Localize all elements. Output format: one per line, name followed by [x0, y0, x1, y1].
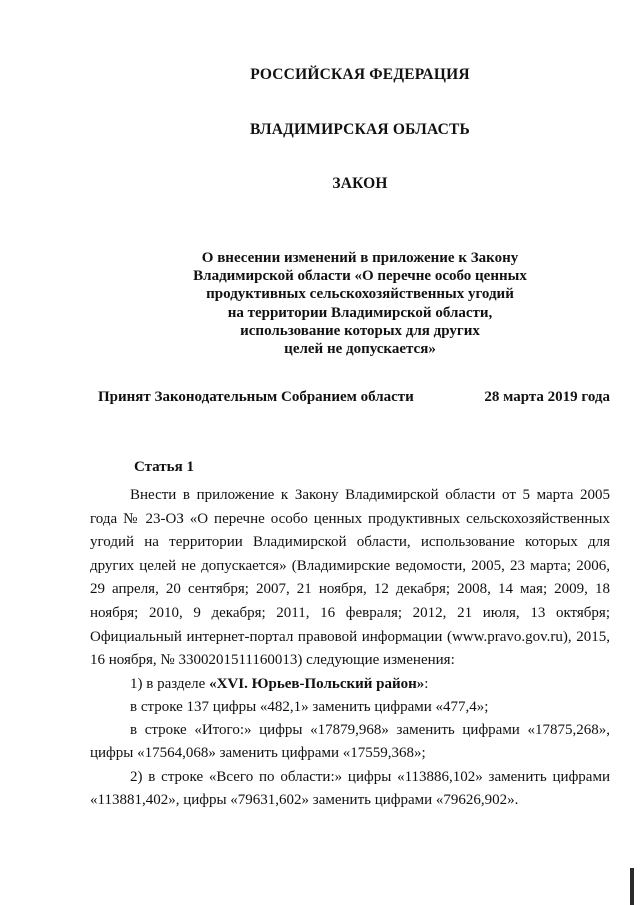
title-line: на территории Владимирской области, — [227, 304, 493, 321]
article-line-137: в строке 137 цифры «482,1» заменить цифрами «477,4»; — [130, 698, 489, 715]
scan-edge-mark — [630, 868, 634, 905]
law-title — [150, 249, 570, 358]
item1-prefix: 1) в разделе — [130, 675, 210, 692]
adoption-label: Принят Законодательным Собранием области — [98, 389, 414, 405]
article-item-2: 2) в строке «Всего по области:» цифры «113886,102» заменить цифрами «113881,402», цифры «79631,602» заменить цифрами «79626,902». — [90, 768, 610, 808]
title-line: использование которых для других — [240, 322, 480, 339]
article-label: Статья 1 — [134, 459, 194, 475]
adoption-line — [98, 389, 610, 406]
title-line: продуктивных сельскохозяйственных угодий — [206, 286, 514, 303]
adoption-date: 28 марта 2019 года — [484, 389, 610, 405]
item1-section: «XVI. Юрьев-Польский район» — [209, 675, 425, 692]
title-line: О внесении изменений в приложение к Закону — [201, 250, 519, 266]
item1-suffix: : — [424, 675, 429, 692]
article-item-1 — [90, 673, 610, 696]
header-region: ВЛАДИМИРСКАЯ ОБЛАСТЬ — [250, 121, 470, 138]
header-doc-type: ЗАКОН — [332, 175, 388, 192]
article-intro: Внести в приложение к Закону Владимирской области от 5 марта 2005 года № 23-ОЗ «О перечне особо ценных продуктивных сельскохозяйственных угодий на территории Владимирской области, использование которых для других целей не допускается» (Владимирские ведомости, 2005, 23 марта; 2006, 29 апреля, 20 сентября; 2007, 21 ноября, 12 декабря; 2008, 14 мая; 2009, 18 ноября; 2010, 9 декабря; 2011, 16 февраля; 2012, 21 июля, 13 октября; Официальный интернет-портал правовой информации (www.pravo.gov.ru), 2015, 16 ноября, № 3300201511160013) следующие изменения: — [90, 487, 610, 669]
title-line: целей не допускается» — [284, 341, 436, 358]
title-line: Владимирской области «О перечне особо ценных — [193, 268, 527, 285]
header-federation: РОССИЙСКАЯ ФЕДЕРАЦИЯ — [250, 66, 470, 83]
article-body — [90, 484, 610, 812]
article-line-itogo: в строке «Итого:» цифры «17879,968» заменить цифрами «17875,268», цифры «17564,068» заменить цифрами «17559,368»; — [90, 722, 610, 762]
